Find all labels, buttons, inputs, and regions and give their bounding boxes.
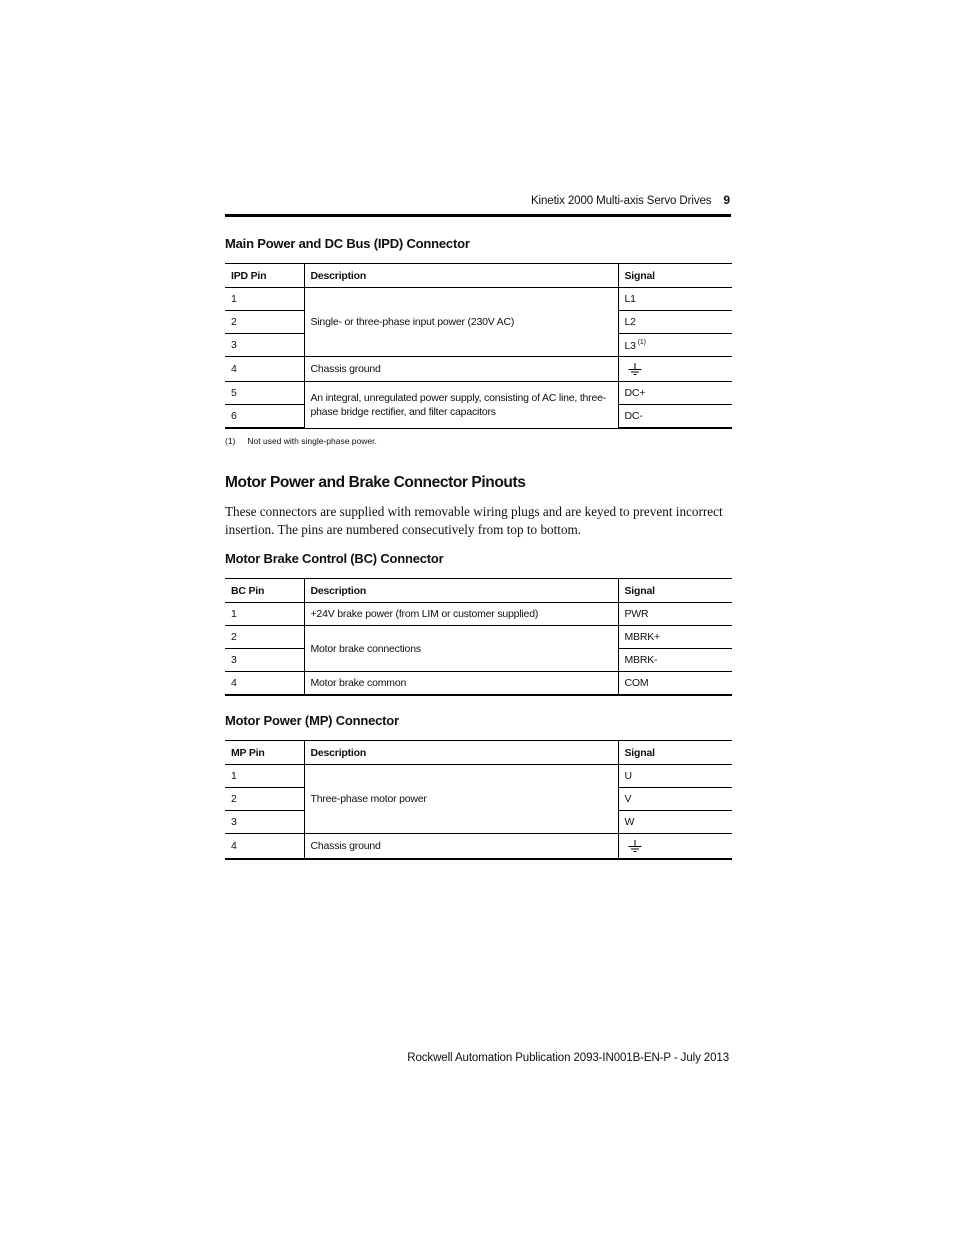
ground-icon [627, 839, 643, 853]
table-row [225, 382, 732, 405]
table-row [225, 288, 732, 311]
footnote-text: Not used with single-phase power. [247, 436, 377, 446]
table-row [225, 626, 732, 649]
column-header: Signal [618, 741, 732, 765]
description-cell: Motor brake connections [304, 626, 618, 672]
mp-table-heading: Motor Power (MP) Connector [225, 713, 399, 728]
column-header: Signal [618, 579, 732, 603]
description-cell: Single- or three-phase input power (230V AC) [304, 288, 618, 357]
signal-cell: DC+ [618, 382, 732, 405]
section-heading: Motor Power and Brake Connector Pinouts [225, 474, 526, 491]
column-header: Signal [618, 264, 732, 288]
pin-cell: 1 [225, 765, 304, 788]
pin-cell: 3 [225, 649, 304, 672]
signal-cell: MBRK- [618, 649, 732, 672]
section-body-text: These connectors are supplied with removable wiring plugs and are keyed to prevent incorrect insertion. The pins are numbered consecutively from top to bottom. [225, 504, 723, 537]
description-cell: +24V brake power (from LIM or customer supplied) [304, 603, 618, 626]
pin-cell: 6 [225, 405, 304, 429]
pin-cell: 1 [225, 288, 304, 311]
column-header: Description [304, 741, 618, 765]
footnote-marker: (1) [225, 436, 236, 446]
table-row [225, 765, 732, 788]
column-header: Description [304, 264, 618, 288]
pin-cell: 2 [225, 311, 304, 334]
signal-cell: V [618, 788, 732, 811]
table-header-row [225, 579, 732, 603]
description-cell: Chassis ground [304, 834, 618, 860]
pin-cell: 4 [225, 834, 304, 860]
signal-cell: PWR [618, 603, 732, 626]
signal-text: L3 [624, 339, 636, 352]
ipd-connector-table [225, 263, 732, 429]
header-rule [225, 214, 731, 217]
column-header: BC Pin [225, 579, 304, 603]
table-row [225, 357, 732, 382]
mp-connector-table [225, 740, 732, 860]
signal-cell: U [618, 765, 732, 788]
column-header: Description [304, 579, 618, 603]
signal-cell [618, 334, 732, 357]
table-row [225, 603, 732, 626]
pin-cell: 4 [225, 357, 304, 382]
description-cell: Three-phase motor power [304, 765, 618, 834]
description-cell: Motor brake common [304, 672, 618, 696]
table-row [225, 834, 732, 860]
signal-cell: L2 [618, 311, 732, 334]
table-footnote [225, 436, 377, 446]
column-header: IPD Pin [225, 264, 304, 288]
pin-cell: 2 [225, 788, 304, 811]
page-number: 9 [723, 193, 730, 207]
pin-cell: 2 [225, 626, 304, 649]
table-header-row [225, 741, 732, 765]
signal-cell [618, 357, 732, 382]
ipd-table-heading: Main Power and DC Bus (IPD) Connector [225, 236, 470, 251]
ground-icon [627, 362, 643, 376]
pin-cell: 1 [225, 603, 304, 626]
bc-table-heading: Motor Brake Control (BC) Connector [225, 551, 444, 566]
column-header: MP Pin [225, 741, 304, 765]
page-footer: Rockwell Automation Publication 2093-IN001B-EN-P - July 2013 [407, 1052, 729, 1064]
running-head-title: Kinetix 2000 Multi-axis Servo Drives [530, 195, 712, 207]
description-cell: Chassis ground [304, 357, 618, 382]
signal-cell: L1 [618, 288, 732, 311]
pin-cell: 4 [225, 672, 304, 696]
pin-cell: 5 [225, 382, 304, 405]
signal-cell: MBRK+ [618, 626, 732, 649]
footnote-ref: (1) [637, 338, 646, 346]
table-row [225, 672, 732, 696]
signal-cell: COM [618, 672, 732, 696]
signal-cell: DC- [618, 405, 732, 429]
signal-cell: W [618, 811, 732, 834]
pin-cell: 3 [225, 811, 304, 834]
running-head [531, 193, 730, 207]
signal-cell [618, 834, 732, 860]
pin-cell: 3 [225, 334, 304, 357]
table-header-row [225, 264, 732, 288]
description-cell: An integral, unregulated power supply, consisting of AC line, three-phase bridge rectifier, and filter capacitors [304, 382, 618, 429]
bc-connector-table [225, 578, 732, 696]
